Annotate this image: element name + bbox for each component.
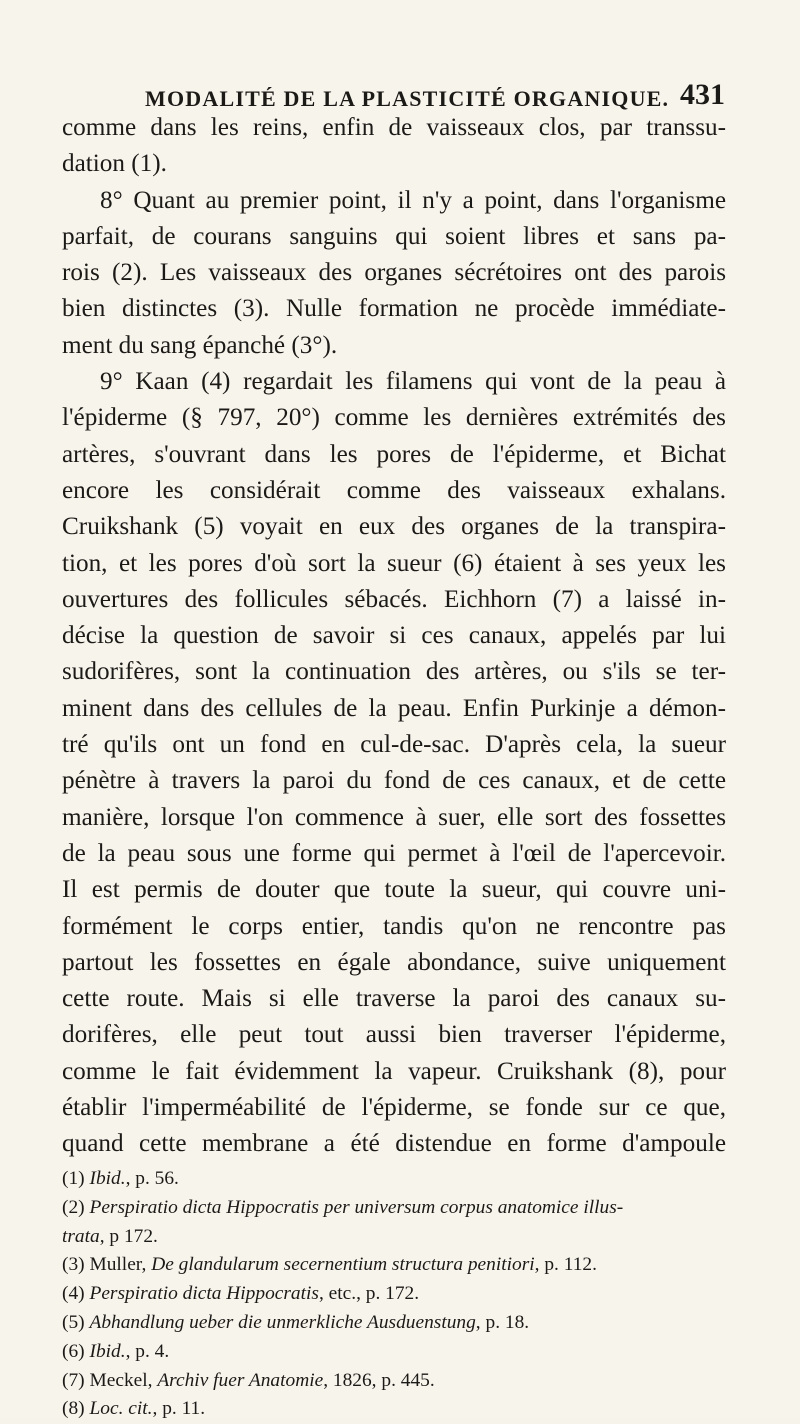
- footnote: [62, 1251, 726, 1280]
- text-line: ment du sang épanché (3°).: [62, 331, 338, 359]
- footnote: [62, 1309, 726, 1338]
- text-line: 9° Kaan (4) regardait les filamens qui vont de la peau à: [100, 368, 726, 396]
- footnote: [62, 1338, 726, 1367]
- footnote-mark: (8): [62, 1398, 85, 1420]
- footnote-text: , 1826, p. 445.: [323, 1369, 435, 1391]
- footnote-mark: (7): [62, 1369, 85, 1391]
- text-line: établir l'imperméabilité de l'épiderme, se fonde sur ce que,: [62, 1094, 726, 1122]
- text-line: artères, s'ouvrant dans les pores de l'épiderme, et Bichat: [62, 440, 726, 468]
- text-line: dation (1).: [62, 150, 167, 178]
- text-line: comme le fait évidemment la vapeur. Cruikshank (8), pour: [62, 1057, 726, 1085]
- text-line: 8° Quant au premier point, il n'y a point, dans l'organisme: [100, 186, 726, 214]
- footnote-text: , p 172.: [99, 1225, 158, 1247]
- footnote-mark: (2): [62, 1196, 85, 1218]
- page-number: 431: [680, 78, 725, 111]
- text-line: de la peau sous une forme qui permet à l'œil de l'apercevoir.: [62, 839, 726, 867]
- text-line: quand cette membrane a été distendue en forme d'ampoule: [62, 1130, 726, 1158]
- text-line: partout les fossettes en égale abondance, suive uniquement: [62, 948, 726, 976]
- footnote-mark: (5): [62, 1311, 85, 1333]
- text-line: rois (2). Les vaisseaux des organes sécrétoires ont des parois: [62, 259, 726, 287]
- running-title: MODALITÉ DE LA PLASTICITÉ ORGANIQUE.: [145, 86, 670, 111]
- footnote-italic: Archiv fuer Anatomie: [157, 1369, 324, 1391]
- text-line: formément le corps entier, tandis qu'on ne rencontre pas: [62, 912, 726, 940]
- footnote: [62, 1165, 726, 1194]
- text-line: sudorifères, sont la continuation des artères, ou s'ils se ter-: [62, 658, 726, 686]
- footnote-italic: Ibid.: [89, 1168, 126, 1189]
- footnote-continuation: [62, 1223, 726, 1252]
- footnote-text: , etc., p. 172.: [318, 1283, 420, 1305]
- text-line: Il est permis de douter que toute la sueur, qui couvre uni-: [62, 876, 726, 904]
- text-line: décise la question de savoir si ces canaux, appelés par lui: [62, 622, 726, 650]
- footnote-italic: Abhandlung ueber die unmerkliche Ausduenstung: [89, 1311, 476, 1333]
- text-line: pénètre à travers la paroi du fond de ces canaux, et de cette: [62, 767, 726, 795]
- text-line: ouvertures des follicules sébacés. Eichhorn (7) a laissé in-: [62, 585, 726, 613]
- text-line: parfait, de courans sanguins qui soient libres et sans pa-: [62, 222, 726, 250]
- footnote-mark: (1): [62, 1168, 85, 1189]
- footnote-italic: Loc. cit.: [89, 1398, 153, 1420]
- text-line: tré qu'ils ont un fond en cul-de-sac. D'après cela, la sueur: [62, 731, 726, 759]
- footnote: [62, 1395, 726, 1424]
- footnote-italic: trata: [62, 1225, 100, 1247]
- text-line: manière, lorsque l'on commence à suer, elle sort des fossettes: [62, 803, 726, 831]
- footnote: [62, 1194, 726, 1223]
- text-line: tion, et les pores d'où sort la sueur (6) étaient à ses yeux les: [62, 549, 726, 577]
- footnote-text: , p. 4.: [125, 1340, 170, 1362]
- body-text: [62, 110, 726, 1163]
- text-line: encore les considérait comme des vaisseaux exhalans.: [62, 476, 726, 504]
- footnote: [62, 1280, 726, 1309]
- text-line: bien distinctes (3). Nulle formation ne procède immédiate-: [62, 295, 726, 323]
- footnote-mark: (3): [62, 1254, 85, 1276]
- footnote-mark: (6): [62, 1340, 85, 1362]
- text-line: Cruikshank (5) voyait en eux des organes de la transpira-: [62, 513, 726, 541]
- footnote-italic: Ibid.: [89, 1340, 126, 1362]
- footnote-italic: Perspiratio dicta Hippocratis: [89, 1283, 319, 1305]
- text-line: l'épiderme (§ 797, 20°) comme les dernières extrémités des: [62, 404, 726, 432]
- footnotes: [62, 1165, 726, 1424]
- footnote-text: Meckel,: [89, 1369, 158, 1391]
- footnote-text: , p. 112.: [534, 1254, 597, 1276]
- footnote-text: , p. 56.: [125, 1168, 179, 1189]
- text-line: dorifères, elle peut tout aussi bien traverser l'épiderme,: [62, 1021, 726, 1049]
- footnote-text: , p. 18.: [475, 1311, 530, 1333]
- text-line: comme dans les reins, enfin de vaisseaux clos, par transsu-: [62, 114, 726, 141]
- footnote-italic: Perspiratio dicta Hippocratis per universum corpus anatomice illus-: [89, 1196, 624, 1218]
- footnote-text: Muller,: [89, 1254, 152, 1276]
- footnote: [62, 1367, 726, 1396]
- text-line: minent dans des cellules de la peau. Enfin Purkinje a démon-: [62, 694, 726, 722]
- footnote-italic: De glandularum secernentium structura penitiori: [151, 1254, 535, 1276]
- text-line: cette route. Mais si elle traverse la paroi des canaux su-: [62, 985, 726, 1013]
- footnote-mark: (4): [62, 1283, 85, 1305]
- footnote-text: , p. 11.: [152, 1398, 206, 1420]
